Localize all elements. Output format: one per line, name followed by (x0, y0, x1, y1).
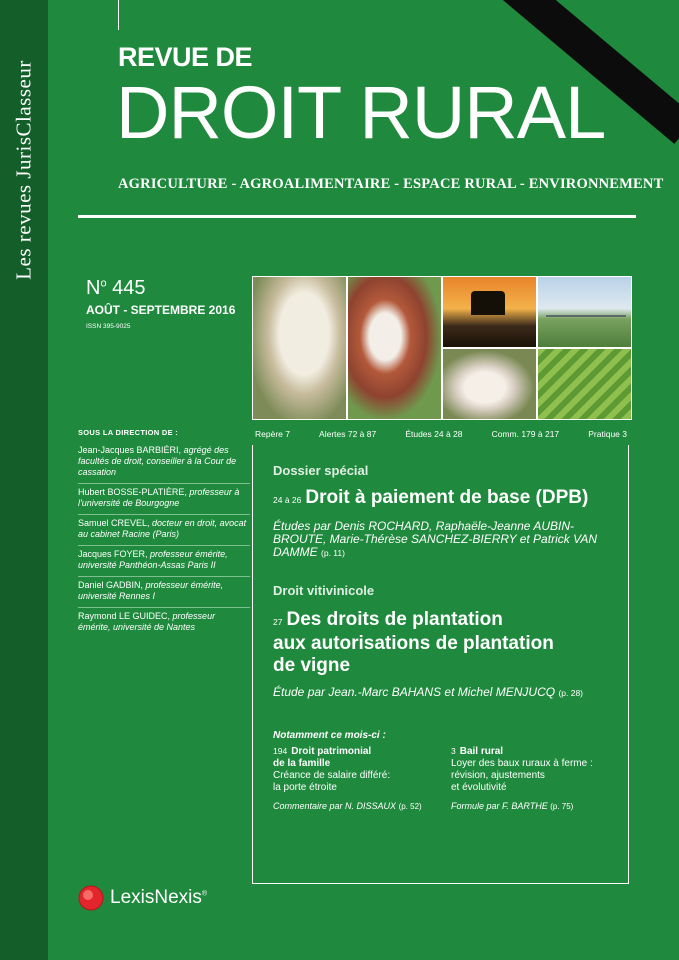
section-index (255, 429, 627, 439)
sheep-photo (253, 277, 346, 419)
publisher-name: LexisNexis® (110, 887, 208, 908)
issue-number: $N^o$ 445 (86, 277, 146, 299)
direction-heading: SOUS LA DIRECTION DE : (78, 428, 179, 437)
masthead-rule (78, 215, 636, 218)
masthead-subtitle: AGRICULTURE - AGROALIMENTAIRE - ESPACE RURAL - ENVIRONNEMENT (118, 176, 664, 192)
direction-member: Raymond LE GUIDEC, professeur émérite, université de Nantes (78, 607, 250, 638)
viti-title: 27 Des droits de plantation aux autorisations de plantation de vigne (273, 609, 554, 676)
highlights-heading: Notamment ce mois-ci : (273, 730, 386, 741)
section-index-item: Études 24 à 28 (405, 429, 463, 439)
publisher-logo (78, 885, 207, 911)
direction-member: Jean-Jacques BARBIÉRI, agrégé des facultés de droit, conseiller à la Cour de cassation (78, 445, 237, 477)
direction-list (78, 445, 250, 638)
tractor-photo (443, 277, 536, 347)
section-index-item: Repère 7 (255, 429, 290, 439)
lexisnexis-icon (78, 885, 104, 911)
lamb-photo (443, 349, 536, 419)
viti-rubric: Droit vitivinicole (273, 583, 375, 598)
masthead-prefix: REVUE DE (118, 42, 253, 72)
viti-authors: Étude par Jean.-Marc BAHANS et Michel MENJUCQ (p. 28) (273, 685, 584, 699)
hay-bales-photo (538, 349, 631, 419)
highlight-left: 194 Droit patrimonial de la famille Créance de salaire différé: la porte étroite Commentaire par N. DISSAUX (p. 52) (273, 746, 422, 811)
direction-member: Jacques FOYER, professeur émérite, université Panthéon-Assas Paris II (78, 545, 250, 576)
masthead-title: DROIT RURAL (116, 71, 606, 154)
dossier-authors: Études par Denis ROCHARD, Raphaële-Jeanne AUBIN-BROUTE, Marie-Thérèse SANCHEZ-BIERRY et Patrick VAN DAMME (p. 11) (273, 519, 598, 559)
cow-photo (348, 277, 441, 419)
section-index-item: Comm. 179 à 217 (491, 429, 560, 439)
top-divider (118, 0, 119, 30)
section-index-item: Alertes 72 à 87 (319, 429, 377, 439)
issn: ISSN 395-9025 (86, 323, 131, 330)
issue-date: AOÛT - SEPTEMBRE 2016 (86, 303, 236, 317)
dossier-rubric: Dossier spécial (273, 463, 369, 478)
section-index-item: Pratique 3 (588, 429, 627, 439)
direction-member: Hubert BOSSE-PLATIÈRE, professeur à l'université de Bourgogne (78, 483, 250, 514)
direction-member: Samuel CREVEL, docteur en droit, avocat au cabinet Racine (Paris) (78, 514, 250, 545)
spine-title: Les revues JurisClasseur (11, 60, 36, 280)
irrigation-photo (538, 277, 631, 347)
dossier-title: 24 à 26 Droit à paiement de base (DPB) (273, 487, 589, 508)
highlight-right: 3 Bail rural Loyer des baux ruraux à ferme : révision, ajustements et évolutivité Formule par F. BARTHE (p. 75) (451, 746, 593, 811)
spine (0, 0, 48, 960)
direction-member: Daniel GADBIN, professeur émérite, université Rennes I (78, 576, 250, 607)
photo-collage (252, 276, 632, 420)
